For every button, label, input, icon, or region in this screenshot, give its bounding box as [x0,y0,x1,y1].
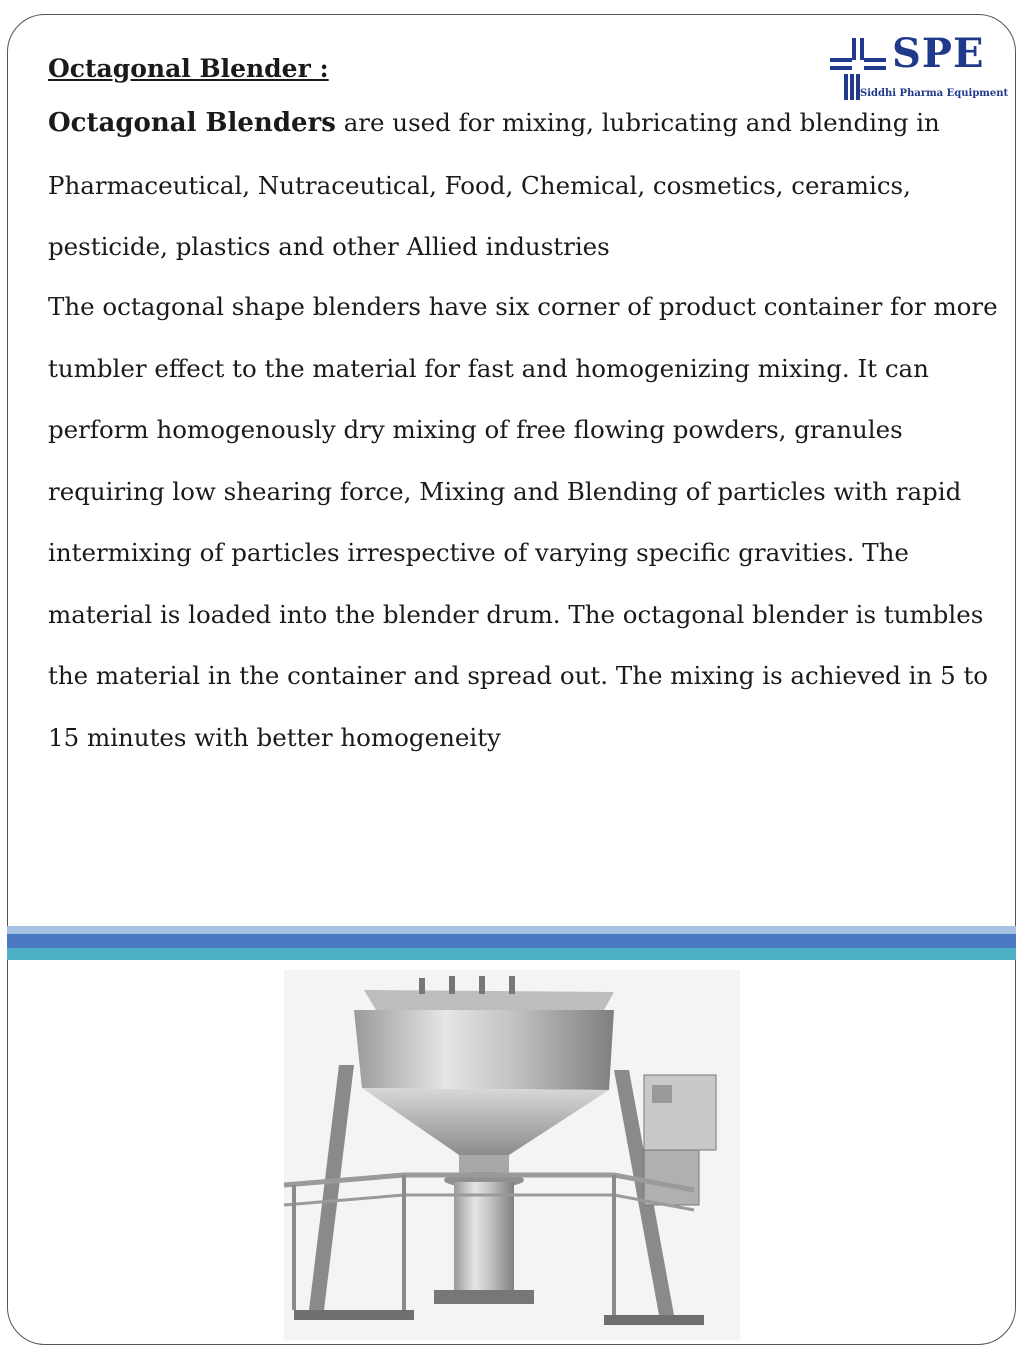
description-paragraph: The octagonal shape blenders have six corner of product container for more tumbler effect to the material for fast and homogenizing mixing. It can perform homogenously dry mixing of free flowing powders, granules requiring low shearing force, Mixing and Blending of particles with rapid intermixing of particles irrespective of varying specific gravities. The material is loaded into the blender drum. The octagonal blender is tumbles the material in the container and spread out. The mixing is achieved in 5 to 15 minutes with better homogeneity [48,292,998,752]
intro-paragraph [48,92,1003,278]
logo-brand-text: SPE [892,30,985,77]
logo-tagline: Siddhi Pharma Equipment [860,88,1009,99]
divider-band-blue [7,934,1016,948]
intro-text: are used for mixing, lubricating and blending in Pharmaceutical, Nutraceutical, Food, Chemical, cosmetics, ceramics, pesticide, plastics and other Allied industries [48,108,940,261]
divider-band-teal [7,948,1016,960]
divider-band-light [7,926,1016,934]
octagonal-blender-photo [284,970,740,1340]
blender-illustration [284,970,740,1340]
page-title: Octagonal Blender : [48,54,329,83]
intro-bold-term: Octagonal Blenders [48,108,336,138]
